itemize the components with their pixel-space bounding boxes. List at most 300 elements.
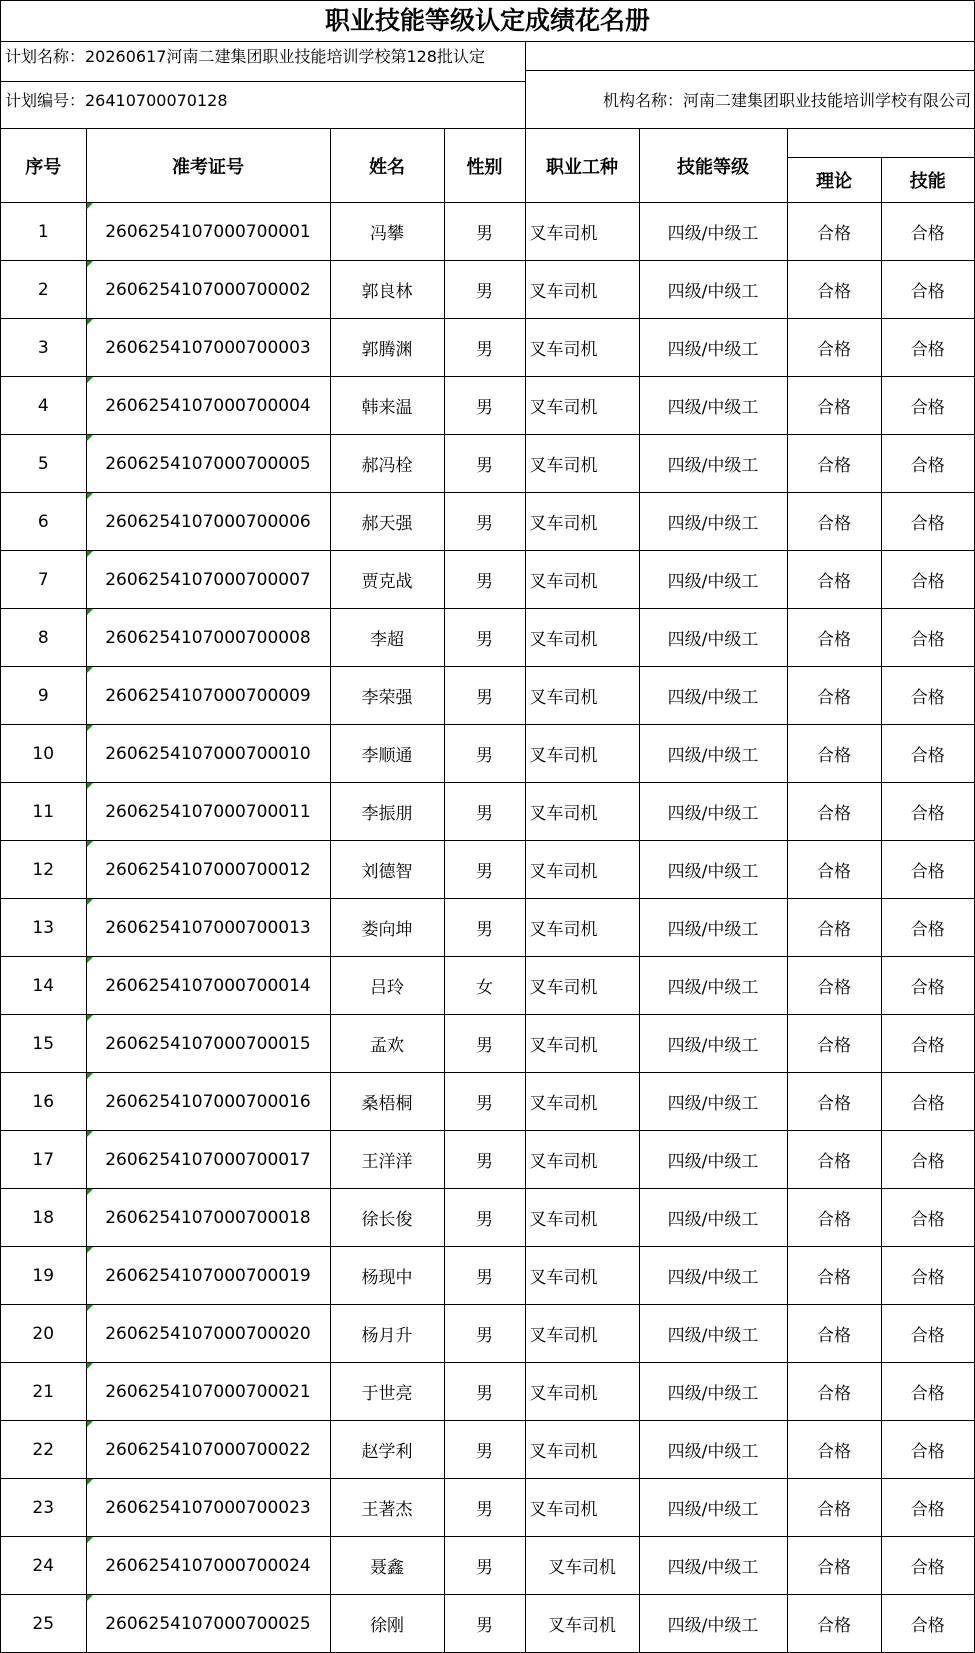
cell-seq bbox=[1, 1189, 86, 1247]
cell-skill bbox=[881, 1595, 974, 1653]
error-marker-icon bbox=[87, 725, 93, 731]
cell-theory-text: 合格 bbox=[817, 920, 851, 940]
error-marker-icon bbox=[87, 319, 93, 325]
table-row bbox=[1, 435, 974, 493]
cell-skill-text: 合格 bbox=[910, 1558, 945, 1578]
cell-level-text: 四级/中级工 bbox=[667, 1500, 759, 1520]
cell-seq-text: 24 bbox=[32, 1555, 55, 1576]
cell-level bbox=[639, 551, 787, 609]
cell-level bbox=[639, 841, 787, 899]
cell-skill bbox=[881, 377, 974, 435]
table-row bbox=[1, 377, 974, 435]
cell-name bbox=[330, 1537, 444, 1595]
cell-seq bbox=[1, 435, 86, 493]
cell-name-text: 李超 bbox=[370, 630, 404, 650]
cell-ticket-text: 2606254107000700025 bbox=[105, 1613, 311, 1634]
table-row bbox=[1, 1073, 974, 1131]
cell-job-text: 叉车司机 bbox=[548, 1558, 616, 1578]
cell-gender-text: 男 bbox=[476, 340, 493, 360]
cell-gender-text: 男 bbox=[476, 1326, 493, 1346]
cell-seq bbox=[1, 1305, 86, 1363]
cell-name bbox=[330, 319, 444, 377]
cell-skill bbox=[881, 319, 974, 377]
cell-theory bbox=[787, 1189, 881, 1247]
cell-theory-text: 合格 bbox=[817, 1558, 851, 1578]
error-marker-icon bbox=[87, 1131, 93, 1137]
cell-skill-text: 合格 bbox=[910, 1094, 945, 1114]
cell-level-text: 四级/中级工 bbox=[667, 1210, 759, 1230]
cell-theory bbox=[787, 1073, 881, 1131]
cell-gender-text: 男 bbox=[476, 1152, 493, 1172]
cell-ticket bbox=[86, 1305, 330, 1363]
cell-skill bbox=[881, 203, 974, 261]
table-row bbox=[1, 1537, 974, 1595]
cell-seq bbox=[1, 1595, 86, 1653]
cell-job bbox=[525, 435, 639, 493]
cell-theory-text: 合格 bbox=[817, 804, 851, 824]
cell-level bbox=[639, 609, 787, 667]
error-marker-icon bbox=[87, 203, 93, 209]
cell-ticket bbox=[86, 1421, 330, 1479]
cell-job bbox=[525, 957, 639, 1015]
cell-job bbox=[525, 377, 639, 435]
cell-theory-text: 合格 bbox=[817, 224, 851, 244]
cell-level bbox=[639, 1479, 787, 1537]
roster-table bbox=[1, 129, 974, 1653]
cell-ticket-text: 2606254107000700020 bbox=[105, 1323, 311, 1344]
cell-ticket-text: 2606254107000700012 bbox=[105, 859, 311, 880]
cell-level-text: 四级/中级工 bbox=[667, 340, 759, 360]
cell-seq bbox=[1, 551, 86, 609]
cell-theory bbox=[787, 1363, 881, 1421]
table-row bbox=[1, 783, 974, 841]
cell-seq-text: 6 bbox=[37, 511, 49, 532]
table-row bbox=[1, 609, 974, 667]
cell-name bbox=[330, 1421, 444, 1479]
cell-theory-text: 合格 bbox=[817, 514, 851, 534]
cell-gender-text: 男 bbox=[476, 224, 493, 244]
cell-gender-text: 男 bbox=[476, 514, 493, 534]
cell-name-text: 杨现中 bbox=[361, 1268, 413, 1288]
header-gender: 性别 bbox=[444, 129, 525, 203]
header-theory: 理论 bbox=[787, 158, 881, 203]
header-seq: 序号 bbox=[1, 129, 86, 203]
cell-level-text: 四级/中级工 bbox=[667, 224, 759, 244]
cell-skill bbox=[881, 435, 974, 493]
cell-job-text: 叉车司机 bbox=[529, 514, 598, 534]
org-name: 机构名称：河南二建集团职业技能培训学校有限公司 bbox=[602, 91, 971, 110]
cell-skill bbox=[881, 1537, 974, 1595]
header-name: 姓名 bbox=[330, 129, 444, 203]
error-marker-icon bbox=[87, 1073, 93, 1079]
cell-job bbox=[525, 1247, 639, 1305]
cell-seq-text: 18 bbox=[32, 1207, 55, 1228]
table-row bbox=[1, 1247, 974, 1305]
cell-skill bbox=[881, 609, 974, 667]
cell-ticket bbox=[86, 493, 330, 551]
cell-name bbox=[330, 1131, 444, 1189]
cell-ticket-text: 2606254107000700017 bbox=[105, 1149, 311, 1170]
cell-skill bbox=[881, 899, 974, 957]
cell-ticket bbox=[86, 1015, 330, 1073]
cell-theory bbox=[787, 1131, 881, 1189]
cell-gender bbox=[444, 319, 525, 377]
cell-theory bbox=[787, 957, 881, 1015]
cell-skill-text: 合格 bbox=[910, 1616, 945, 1636]
cell-theory-text: 合格 bbox=[817, 572, 851, 592]
cell-gender-text: 男 bbox=[476, 1094, 493, 1114]
cell-seq-text: 10 bbox=[32, 743, 55, 764]
cell-seq-text: 7 bbox=[37, 569, 49, 590]
cell-skill-text: 合格 bbox=[910, 1384, 945, 1404]
cell-ticket bbox=[86, 899, 330, 957]
cell-job bbox=[525, 493, 639, 551]
cell-skill bbox=[881, 261, 974, 319]
cell-gender bbox=[444, 783, 525, 841]
cell-gender-text: 男 bbox=[476, 1268, 493, 1288]
cell-gender-text: 男 bbox=[476, 456, 493, 476]
cell-ticket-text: 2606254107000700015 bbox=[105, 1033, 311, 1054]
cell-ticket bbox=[86, 1073, 330, 1131]
cell-job-text: 叉车司机 bbox=[529, 1152, 598, 1172]
cell-seq bbox=[1, 1015, 86, 1073]
cell-name bbox=[330, 783, 444, 841]
cell-level bbox=[639, 261, 787, 319]
cell-seq bbox=[1, 841, 86, 899]
cell-skill-text: 合格 bbox=[910, 1152, 945, 1172]
cell-theory-text: 合格 bbox=[817, 1094, 851, 1114]
table-row bbox=[1, 841, 974, 899]
cell-ticket-text: 2606254107000700022 bbox=[105, 1439, 311, 1460]
info-vertical-divider bbox=[525, 42, 526, 129]
cell-level bbox=[639, 1015, 787, 1073]
cell-ticket bbox=[86, 1247, 330, 1305]
cell-theory bbox=[787, 435, 881, 493]
cell-level-text: 四级/中级工 bbox=[667, 1384, 759, 1404]
cell-gender-text: 男 bbox=[476, 1500, 493, 1520]
cell-gender bbox=[444, 957, 525, 1015]
cell-level bbox=[639, 377, 787, 435]
cell-seq-text: 5 bbox=[37, 453, 49, 474]
cell-ticket-text: 2606254107000700023 bbox=[105, 1497, 311, 1518]
cell-theory bbox=[787, 1479, 881, 1537]
cell-job-text: 叉车司机 bbox=[529, 282, 598, 302]
cell-theory-text: 合格 bbox=[817, 688, 851, 708]
cell-level-text: 四级/中级工 bbox=[667, 804, 759, 824]
cell-skill-text: 合格 bbox=[910, 1036, 945, 1056]
cell-seq-text: 8 bbox=[37, 627, 49, 648]
plan-name: 计划名称：20260617河南二建集团职业技能培训学校第128批认定 bbox=[5, 47, 485, 66]
cell-level bbox=[639, 1189, 787, 1247]
cell-name-text: 王著杰 bbox=[361, 1500, 413, 1520]
cell-job-text: 叉车司机 bbox=[529, 920, 598, 940]
cell-theory-text: 合格 bbox=[817, 978, 851, 998]
cell-job-text: 叉车司机 bbox=[529, 1094, 598, 1114]
info-divider-1 bbox=[1, 81, 525, 82]
error-marker-icon bbox=[87, 899, 93, 905]
cell-gender bbox=[444, 1421, 525, 1479]
cell-seq bbox=[1, 1479, 86, 1537]
cell-skill bbox=[881, 1073, 974, 1131]
cell-seq-text: 14 bbox=[32, 975, 55, 996]
error-marker-icon bbox=[87, 1247, 93, 1253]
cell-name bbox=[330, 377, 444, 435]
cell-seq bbox=[1, 1131, 86, 1189]
cell-gender-text: 男 bbox=[476, 1558, 493, 1578]
cell-ticket-text: 2606254107000700014 bbox=[105, 975, 311, 996]
cell-skill bbox=[881, 1421, 974, 1479]
cell-theory bbox=[787, 1247, 881, 1305]
cell-gender bbox=[444, 435, 525, 493]
header-ticket: 准考证号 bbox=[86, 129, 330, 203]
cell-skill bbox=[881, 957, 974, 1015]
cell-name bbox=[330, 261, 444, 319]
cell-level-text: 四级/中级工 bbox=[667, 1326, 759, 1346]
cell-name-text: 桑梧桐 bbox=[361, 1094, 413, 1114]
cell-gender bbox=[444, 1363, 525, 1421]
cell-ticket-text: 2606254107000700021 bbox=[105, 1381, 311, 1402]
table-row bbox=[1, 1421, 974, 1479]
cell-job-text: 叉车司机 bbox=[529, 1500, 598, 1520]
cell-name bbox=[330, 1305, 444, 1363]
cell-name-text: 杨月升 bbox=[361, 1326, 413, 1346]
cell-job bbox=[525, 783, 639, 841]
cell-name-text: 赵学利 bbox=[361, 1442, 413, 1462]
cell-job-text: 叉车司机 bbox=[529, 978, 598, 998]
cell-level-text: 四级/中级工 bbox=[667, 862, 759, 882]
roster-rows bbox=[1, 203, 974, 1653]
cell-ticket bbox=[86, 667, 330, 725]
cell-gender bbox=[444, 1595, 525, 1653]
cell-seq bbox=[1, 1073, 86, 1131]
cell-skill bbox=[881, 841, 974, 899]
cell-skill-text: 合格 bbox=[910, 340, 945, 360]
cell-job-text: 叉车司机 bbox=[529, 1036, 598, 1056]
cell-seq bbox=[1, 957, 86, 1015]
table-row bbox=[1, 493, 974, 551]
cell-ticket-text: 2606254107000700009 bbox=[105, 685, 311, 706]
table-row bbox=[1, 1015, 974, 1073]
cell-seq-text: 1 bbox=[37, 221, 49, 242]
cell-gender-text: 男 bbox=[476, 282, 493, 302]
table-row bbox=[1, 551, 974, 609]
cell-seq-text: 16 bbox=[32, 1091, 55, 1112]
table-row bbox=[1, 725, 974, 783]
cell-name bbox=[330, 1363, 444, 1421]
cell-theory-text: 合格 bbox=[817, 862, 851, 882]
cell-ticket bbox=[86, 957, 330, 1015]
error-marker-icon bbox=[87, 551, 93, 557]
error-marker-icon bbox=[87, 667, 93, 673]
cell-seq bbox=[1, 203, 86, 261]
cell-job bbox=[525, 841, 639, 899]
cell-level-text: 四级/中级工 bbox=[667, 1616, 759, 1636]
header-job: 职业工种 bbox=[525, 129, 639, 203]
cell-gender-text: 男 bbox=[476, 1210, 493, 1230]
cell-gender-text: 男 bbox=[476, 688, 493, 708]
cell-skill bbox=[881, 1479, 974, 1537]
cell-seq bbox=[1, 609, 86, 667]
cell-level bbox=[639, 203, 787, 261]
cell-ticket-text: 2606254107000700019 bbox=[105, 1265, 311, 1286]
cell-job bbox=[525, 1595, 639, 1653]
cell-gender bbox=[444, 1479, 525, 1537]
cell-skill bbox=[881, 1015, 974, 1073]
cell-level-text: 四级/中级工 bbox=[667, 688, 759, 708]
cell-level bbox=[639, 1247, 787, 1305]
error-marker-icon bbox=[87, 1305, 93, 1311]
cell-gender-text: 男 bbox=[476, 804, 493, 824]
cell-ticket-text: 2606254107000700001 bbox=[105, 221, 311, 242]
table-row bbox=[1, 1479, 974, 1537]
cell-theory-text: 合格 bbox=[817, 1500, 851, 1520]
header-level: 技能等级 bbox=[639, 129, 787, 203]
cell-gender bbox=[444, 1537, 525, 1595]
cell-skill-text: 合格 bbox=[910, 804, 945, 824]
cell-gender bbox=[444, 841, 525, 899]
cell-level-text: 四级/中级工 bbox=[667, 1152, 759, 1172]
cell-gender bbox=[444, 1247, 525, 1305]
cell-theory bbox=[787, 841, 881, 899]
cell-skill-text: 合格 bbox=[910, 456, 945, 476]
cell-gender bbox=[444, 261, 525, 319]
cell-theory bbox=[787, 261, 881, 319]
table-row bbox=[1, 1305, 974, 1363]
cell-name bbox=[330, 957, 444, 1015]
cell-theory bbox=[787, 1421, 881, 1479]
cell-skill-text: 合格 bbox=[910, 398, 945, 418]
cell-skill-text: 合格 bbox=[910, 514, 945, 534]
cell-ticket bbox=[86, 1131, 330, 1189]
cell-name-text: 徐刚 bbox=[370, 1616, 404, 1636]
cell-theory bbox=[787, 377, 881, 435]
cell-job-text: 叉车司机 bbox=[529, 804, 598, 824]
cell-job-text: 叉车司机 bbox=[529, 572, 598, 592]
cell-skill-text: 合格 bbox=[910, 282, 945, 302]
cell-seq bbox=[1, 1421, 86, 1479]
error-marker-icon bbox=[87, 841, 93, 847]
cell-seq-text: 13 bbox=[32, 917, 55, 938]
error-marker-icon bbox=[87, 957, 93, 963]
cell-seq-text: 12 bbox=[32, 859, 55, 880]
table-row bbox=[1, 319, 974, 377]
cell-seq-text: 2 bbox=[37, 279, 49, 300]
cell-gender bbox=[444, 609, 525, 667]
cell-job bbox=[525, 609, 639, 667]
cell-level bbox=[639, 1421, 787, 1479]
cell-level bbox=[639, 725, 787, 783]
cell-job-text: 叉车司机 bbox=[529, 1268, 598, 1288]
cell-name bbox=[330, 551, 444, 609]
error-marker-icon bbox=[87, 1537, 93, 1543]
cell-theory-text: 合格 bbox=[817, 1442, 851, 1462]
cell-theory-text: 合格 bbox=[817, 746, 851, 766]
cell-seq bbox=[1, 1247, 86, 1305]
cell-ticket bbox=[86, 1479, 330, 1537]
cell-theory bbox=[787, 319, 881, 377]
cell-skill bbox=[881, 1189, 974, 1247]
cell-level bbox=[639, 435, 787, 493]
error-marker-icon bbox=[87, 783, 93, 789]
cell-skill-text: 合格 bbox=[910, 1326, 945, 1346]
cell-seq bbox=[1, 319, 86, 377]
cell-name bbox=[330, 609, 444, 667]
cell-level bbox=[639, 1363, 787, 1421]
cell-theory-text: 合格 bbox=[817, 1616, 851, 1636]
cell-job-text: 叉车司机 bbox=[529, 746, 598, 766]
cell-theory bbox=[787, 551, 881, 609]
cell-seq-text: 9 bbox=[37, 685, 49, 706]
cell-name bbox=[330, 493, 444, 551]
cell-theory-text: 合格 bbox=[817, 630, 851, 650]
cell-ticket bbox=[86, 1537, 330, 1595]
cell-gender-text: 男 bbox=[476, 1616, 493, 1636]
cell-gender-text: 男 bbox=[476, 1384, 493, 1404]
cell-skill-text: 合格 bbox=[910, 1210, 945, 1230]
cell-name bbox=[330, 1479, 444, 1537]
cell-gender bbox=[444, 377, 525, 435]
cell-job bbox=[525, 1363, 639, 1421]
cell-ticket-text: 2606254107000700024 bbox=[105, 1555, 311, 1576]
cell-seq-text: 21 bbox=[32, 1381, 55, 1402]
cell-ticket bbox=[86, 725, 330, 783]
cell-name bbox=[330, 1015, 444, 1073]
cell-skill bbox=[881, 1305, 974, 1363]
table-row bbox=[1, 203, 974, 261]
cell-job-text: 叉车司机 bbox=[529, 630, 598, 650]
cell-gender bbox=[444, 1305, 525, 1363]
error-marker-icon bbox=[87, 1479, 93, 1485]
cell-skill-text: 合格 bbox=[910, 1268, 945, 1288]
cell-seq-text: 15 bbox=[32, 1033, 55, 1054]
cell-gender bbox=[444, 667, 525, 725]
cell-seq-text: 4 bbox=[37, 395, 49, 416]
error-marker-icon bbox=[87, 261, 93, 267]
cell-seq-text: 17 bbox=[32, 1149, 55, 1170]
cell-ticket-text: 2606254107000700018 bbox=[105, 1207, 311, 1228]
cell-name bbox=[330, 435, 444, 493]
cell-theory-text: 合格 bbox=[817, 1268, 851, 1288]
cell-ticket bbox=[86, 435, 330, 493]
cell-theory bbox=[787, 1305, 881, 1363]
cell-ticket bbox=[86, 1363, 330, 1421]
cell-name-text: 郝冯栓 bbox=[361, 456, 413, 476]
cell-level-text: 四级/中级工 bbox=[667, 1094, 759, 1114]
cell-name-text: 于世亮 bbox=[361, 1384, 413, 1404]
table-row bbox=[1, 667, 974, 725]
cell-name-text: 李顺通 bbox=[361, 746, 413, 766]
cell-seq-text: 19 bbox=[32, 1265, 55, 1286]
cell-job-text: 叉车司机 bbox=[529, 224, 598, 244]
cell-name-text: 郭良林 bbox=[361, 282, 413, 302]
cell-skill-text: 合格 bbox=[910, 572, 945, 592]
cell-skill-text: 合格 bbox=[910, 978, 945, 998]
cell-seq-text: 11 bbox=[32, 801, 55, 822]
cell-gender-text: 男 bbox=[476, 920, 493, 940]
cell-skill-text: 合格 bbox=[910, 688, 945, 708]
cell-job bbox=[525, 319, 639, 377]
cell-level-text: 四级/中级工 bbox=[667, 282, 759, 302]
cell-ticket bbox=[86, 377, 330, 435]
cell-name-text: 贾克战 bbox=[361, 572, 413, 592]
cell-gender bbox=[444, 899, 525, 957]
cell-job bbox=[525, 725, 639, 783]
cell-skill bbox=[881, 783, 974, 841]
cell-name bbox=[330, 1189, 444, 1247]
cell-ticket bbox=[86, 203, 330, 261]
table-row bbox=[1, 1131, 974, 1189]
cell-level bbox=[639, 667, 787, 725]
